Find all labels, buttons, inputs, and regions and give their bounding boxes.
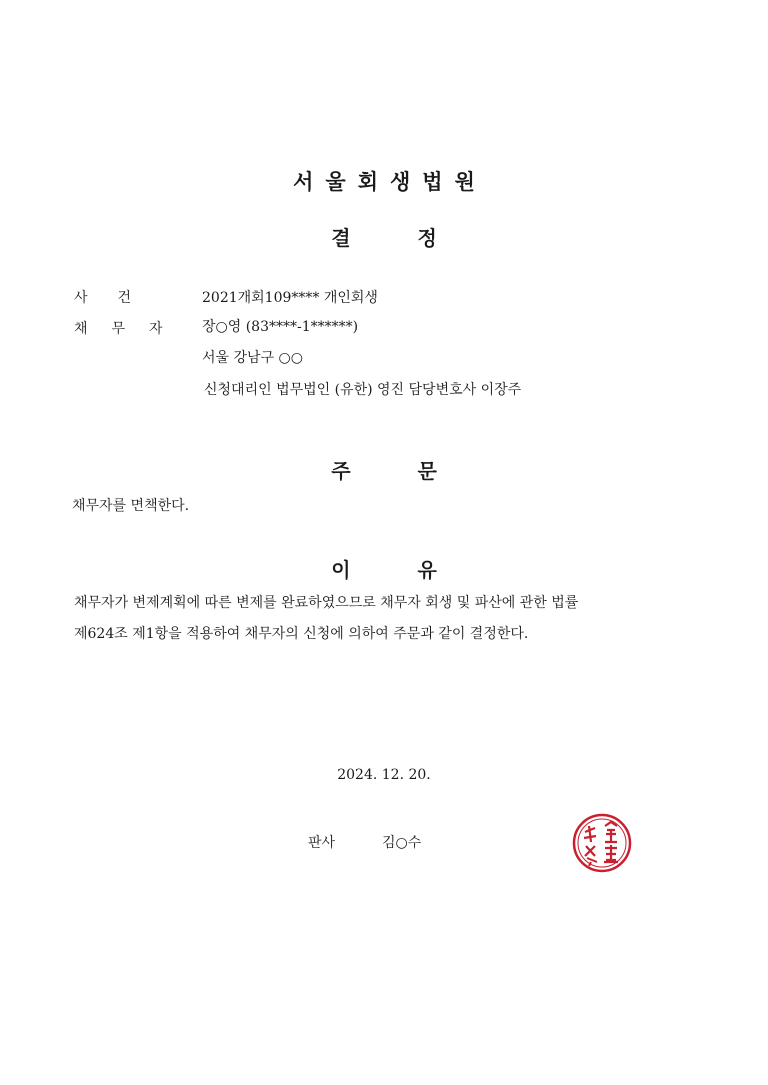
order-text: 채무자를 면책한다. [72,498,190,514]
judge-name: 김○수 [382,835,422,851]
applicant-agent: 신청대리인 법무법인 (유한) 영진 담당변호사 이장주 [204,382,522,398]
order-heading: 주 문 [331,459,437,483]
reason-line-2: 제624조 제1항을 적용하여 채무자의 신청에 의하여 주문과 같이 결정한다. [74,626,529,642]
case-number: 2021개회109**** 개인회생 [202,290,378,306]
decision-date: 2024. 12. 20. [337,767,431,783]
debtor-name: 장○영 (83****-1******) [202,319,359,335]
judge-title: 판사 [308,835,336,851]
document-title: 결 정 [331,226,437,250]
debtor-label: 채무자 [74,321,187,337]
reason-heading: 이 유 [331,558,437,582]
debtor-address: 서울 강남구 ○○ [202,350,303,366]
case-label: 사건 [74,290,162,306]
reason-line-1: 채무자가 변제계획에 따른 변제를 완료하였으므로 채무자 회생 및 파산에 관한 법률 [74,595,579,611]
court-name: 서울회생법원 [293,170,487,194]
judge-seal-icon [571,812,633,874]
